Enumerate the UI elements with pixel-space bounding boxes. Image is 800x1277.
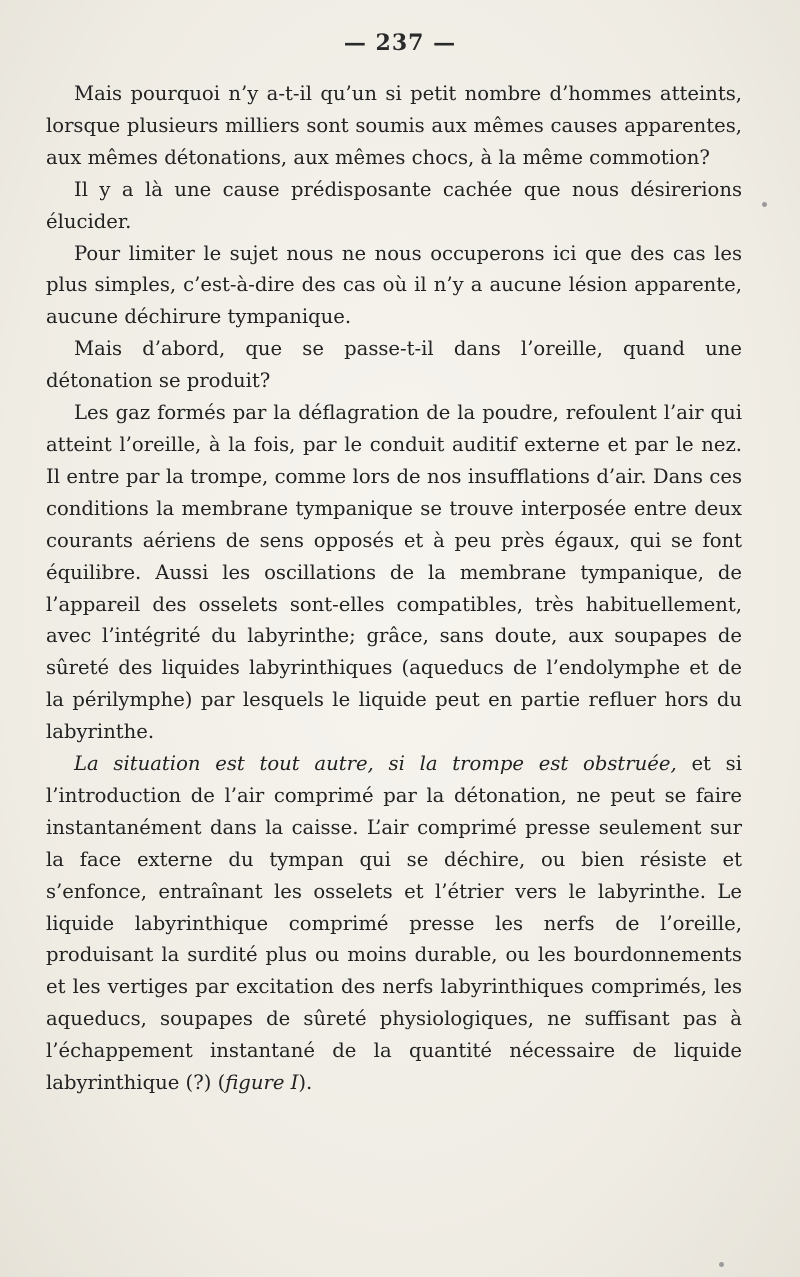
- page-number: — 237 —: [343, 30, 457, 56]
- paragraph-4: Mais d’abord, que se passe-t-il dans l’oreille, quand une détonation se produit?: [46, 337, 742, 393]
- paragraph-2: Il y a là une cause prédisposante cachée que nous désirerions élucider.: [46, 177, 742, 233]
- paragraph-5: Les gaz formés par la déflagration de la poudre, refoulent l’air qui atteint l’oreille, à la fois, par le conduit auditif externe et par le nez. Il entre par la trompe, comme lors de nos insufflations d’air. Dans ces conditions la membrane tympanique se trouve interposée entre deux courants aériens de sens opposés et à peu près égaux, qui se font équilibre. Aussi les oscillations de la membrane tympanique, de l’appareil des osselets sont-elles compatibles, très habituellement, avec l’intégrité du labyrinthe; grâce, sans doute, aux soupapes de sûreté des liquides labyrinthiques (aqueducs de l’endolymphe et de la périlymphe) par lesquels le liquide peut en partie refluer hors du labyrinthe.: [46, 401, 742, 744]
- italic-lead: La situation est tout autre, si la trompe est obstruée,: [74, 752, 677, 776]
- figure-reference: figure I: [225, 1071, 299, 1095]
- paragraph-1: Mais pourquoi n’y a-t-il qu’un si petit nombre d’hommes atteints, lorsque plusieurs milliers sont soumis aux mêmes causes apparentes, aux mêmes détonations, aux mêmes chocs, à la même commotion?: [46, 82, 742, 169]
- body-text: [46, 78, 742, 1099]
- speck-mark: [762, 202, 767, 207]
- speck-mark: [719, 1262, 724, 1267]
- paragraph-6: [46, 748, 742, 1099]
- paragraph-6-tail: ).: [298, 1071, 313, 1095]
- paragraph-6-body: et si l’introduction de l’air comprimé par la détonation, ne peut se faire instantanément dans la caisse. L’air comprimé presse seulement sur la face externe du tympan qui se déchire, ou bien résiste et s’enfonce, entraînant les osselets et l’étrier vers le labyrinthe. Le liquide labyrinthique comprimé presse les nerfs de l’oreille, produisant la surdité plus ou moins durable, ou les bourdonnements et les vertiges par excitation des nerfs labyrinthiques comprimés, les aqueducs, soupapes de sûreté physiologiques, ne suffisant pas à l’échappement instantané de la quantité nécessaire de liquide labyrinthique (?) (: [46, 752, 742, 1095]
- paragraph-3: Pour limiter le sujet nous ne nous occuperons ici que des cas les plus simples, c’est-à-dire des cas où il n’y a aucune lésion apparente, aucune déchirure tympanique.: [46, 241, 742, 329]
